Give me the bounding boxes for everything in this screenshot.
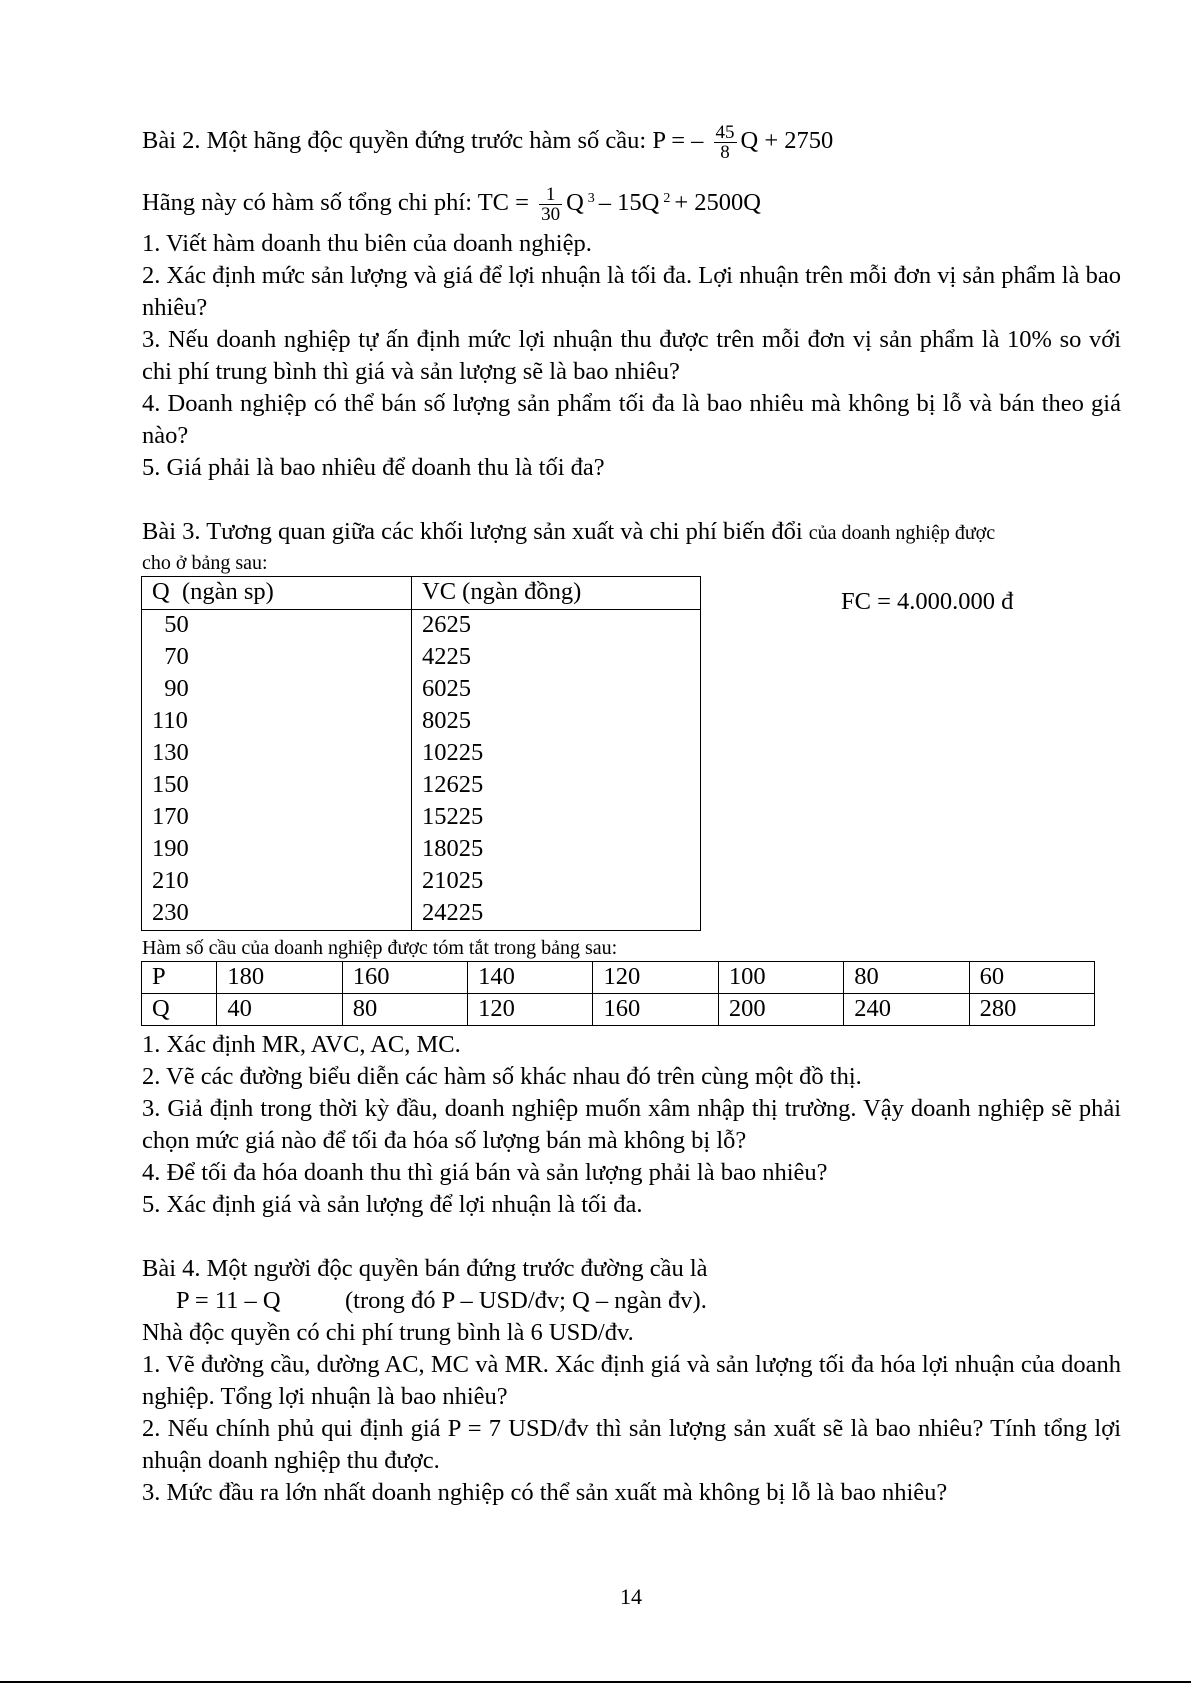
bai3-q5: 5. Xác định giá và sản lượng để lợi nhuận là tối đa. <box>142 1191 643 1218</box>
fraction-numerator: 45 <box>715 122 735 143</box>
bai2-demand-prefix: Bài 2. Một hãng độc quyền đứng trước hàm số cầu: P = – <box>142 127 704 155</box>
table-cell: 100 <box>718 962 843 994</box>
q-cell: 70 <box>142 642 412 674</box>
bai2-cost-line <box>142 183 761 224</box>
fraction-denominator: 30 <box>541 203 561 225</box>
bai4-q3: 3. Mức đầu ra lớn nhất doanh nghiệp có thể sản xuất mà không bị lỗ là bao nhiêu? <box>142 1479 948 1506</box>
price-row <box>142 962 1095 994</box>
bai2-q1: 1. Viết hàm doanh thu biên của doanh nghiệp. <box>142 230 592 257</box>
bai2-cost-prefix: Hãng này có hàm số tổng chi phí: TC = <box>142 189 529 216</box>
table-cell: 180 <box>217 962 342 994</box>
vc-table <box>141 576 701 931</box>
table-cell: 200 <box>718 994 843 1026</box>
q-cell: 50 <box>142 610 412 643</box>
vc-cell: 4225 <box>422 643 471 670</box>
table-row <box>142 898 701 931</box>
table-cell: 240 <box>844 994 969 1026</box>
bai2-demand-suffix: Q + 2750 <box>740 127 834 155</box>
q-cell: 150 <box>142 770 412 802</box>
bai4-line1: Bài 4. Một người độc quyền bán đứng trước đường cầu là <box>142 1255 708 1282</box>
bai3-intro-line2: cho ở bảng sau: <box>142 552 268 574</box>
bai3-q2: 2. Vẽ các đường biểu diễn các hàm số khác nhau đó trên cùng một đồ thị. <box>142 1063 862 1090</box>
q-term: Q <box>566 189 584 216</box>
page-number: 14 <box>620 1584 642 1609</box>
exponent: 3 <box>587 191 595 206</box>
bai3-intro-small: của doanh nghiệp được <box>808 522 996 544</box>
bai2-q4: 4. Doanh nghiệp có thể bán số lượng sản phẩm tối đa là bao nhiêu mà không bị lỗ và bán theo giá nào? <box>142 390 1121 449</box>
vc-cell: 15225 <box>422 803 484 830</box>
footer-divider <box>0 1681 1191 1683</box>
bai4-equation: P = 11 – Q <box>176 1287 281 1314</box>
end-term: + 2500Q <box>674 189 761 216</box>
bai3-intro-main: Bài 3. Tương quan giữa các khối lượng sản xuất và chi phí biến đổi <box>142 518 803 545</box>
table-cell: P <box>142 962 217 994</box>
q-cell: 130 <box>142 738 412 770</box>
table-row <box>142 866 701 898</box>
vc-cell: 10225 <box>422 739 484 766</box>
vc-cell: 6025 <box>422 675 471 702</box>
bai3-q1: 1. Xác định MR, AVC, AC, MC. <box>142 1031 461 1058</box>
table-header-row <box>142 577 701 610</box>
q-cell: 190 <box>142 834 412 866</box>
table-cell: 120 <box>593 962 718 994</box>
cost-fraction <box>539 185 562 224</box>
table-cell: 80 <box>844 962 969 994</box>
bai2-demand-line <box>142 123 833 162</box>
vc-cell: 2625 <box>422 611 471 638</box>
q-cell: 210 <box>142 866 412 898</box>
bai3-intro <box>142 516 995 549</box>
table-row <box>142 738 701 770</box>
table-cell: 140 <box>468 962 593 994</box>
demand-caption: Hàm số cầu của doanh nghiệp được tóm tắt trong bảng sau: <box>142 937 618 959</box>
table-header-cell: Q (ngàn sp) <box>142 577 412 610</box>
vc-cell: 21025 <box>422 867 484 894</box>
vc-cell: 24225 <box>422 899 484 926</box>
table-row <box>142 834 701 866</box>
demand-table <box>141 961 1095 1026</box>
q-cell: 170 <box>142 802 412 834</box>
table-cell: 160 <box>342 962 467 994</box>
table-cell: 280 <box>969 994 1094 1026</box>
bai2-q3: 3. Nếu doanh nghiệp tự ấn định mức lợi nhuận thu được trên mỗi đơn vị sản phẩm là 10% so với chi phí trung bình thì giá và sản lượng sẽ là bao nhiêu? <box>142 326 1121 385</box>
fraction-numerator: 1 <box>539 185 562 205</box>
table-header-cell: VC (ngàn đồng) <box>412 577 701 610</box>
vc-cell: 18025 <box>422 835 484 862</box>
fraction-denominator: 8 <box>720 142 730 163</box>
table-row <box>142 610 701 643</box>
exponent: 2 <box>663 191 671 206</box>
bai3-q3: 3. Giả định trong thời kỳ đầu, doanh nghiệp muốn xâm nhập thị trường. Vậy doanh nghiệp sẽ phải chọn mức giá nào để tối đa hóa số lượng bán mà không bị lỗ? <box>142 1095 1121 1154</box>
fixed-cost-label: FC = 4.000.000 đ <box>841 588 1014 615</box>
bai3-q4: 4. Để tối đa hóa doanh thu thì giá bán và sản lượng phải là bao nhiêu? <box>142 1159 828 1186</box>
table-row <box>142 642 701 674</box>
bai4-q1: 1. Vẽ đường cầu, dường AC, MC và MR. Xác định giá và sản lượng tối đa hóa lợi nhuận của doanh nghiệp. Tổng lợi nhuận là bao nhiêu? <box>142 1351 1121 1410</box>
bai2-q2: 2. Xác định mức sản lượng và giá để lợi nhuận là tối đa. Lợi nhuận trên mỗi đơn vị sản phẩm là bao nhiêu? <box>142 262 1121 321</box>
table-cell: 80 <box>342 994 467 1026</box>
mid-term: – 15Q <box>598 189 660 216</box>
table-row <box>142 770 701 802</box>
bai2-q5: 5. Giá phải là bao nhiêu để doanh thu là tối đa? <box>142 454 605 481</box>
bai4-q2: 2. Nếu chính phủ qui định giá P = 7 USD/đv thì sản lượng sản xuất sẽ là bao nhiêu? Tính tổng lợi nhuận doanh nghiệp thu được. <box>142 1415 1121 1474</box>
q-cell: 110 <box>142 706 412 738</box>
vc-cell: 8025 <box>422 707 471 734</box>
table-cell: Q <box>142 994 217 1026</box>
table-row <box>142 706 701 738</box>
bai4-equation-note: (trong đó P – USD/đv; Q – ngàn đv). <box>345 1287 707 1314</box>
bai4-line3: Nhà độc quyền có chi phí trung bình là 6 USD/đv. <box>142 1319 634 1346</box>
demand-fraction <box>714 123 737 162</box>
table-cell: 160 <box>593 994 718 1026</box>
table-row <box>142 802 701 834</box>
q-cell: 90 <box>142 674 412 706</box>
q-cell: 230 <box>142 898 412 931</box>
vc-cell: 12625 <box>422 771 484 798</box>
table-cell: 40 <box>217 994 342 1026</box>
table-cell: 120 <box>468 994 593 1026</box>
table-row <box>142 674 701 706</box>
quantity-row <box>142 994 1095 1026</box>
table-cell: 60 <box>969 962 1094 994</box>
